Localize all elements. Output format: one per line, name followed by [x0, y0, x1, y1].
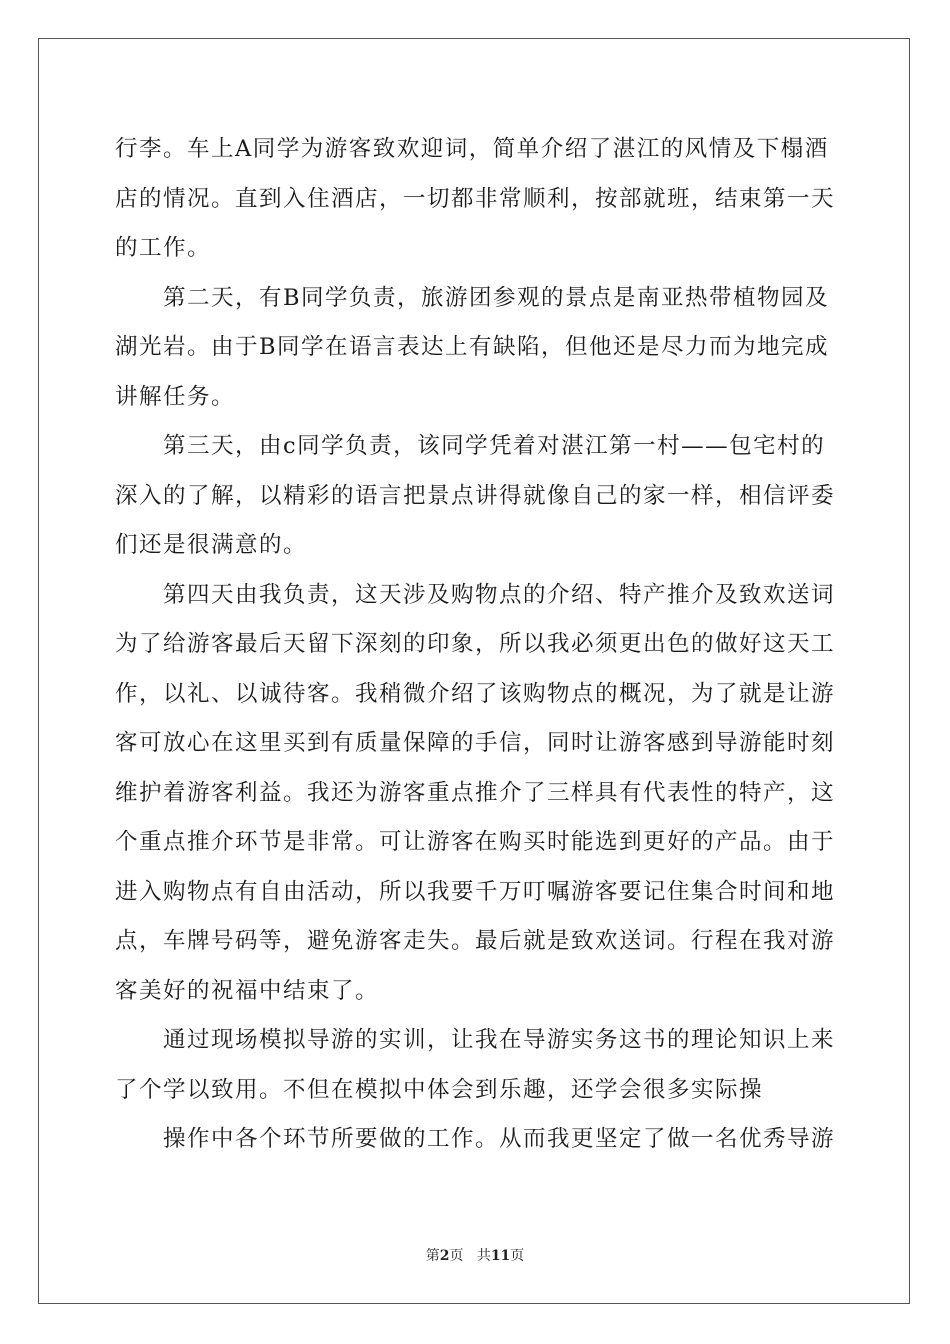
text-line: 行李。车上A同学为游客致欢迎词，简单介绍了湛江的风情及下榻酒	[115, 136, 829, 162]
text-line: 第四天由我负责，这天涉及购物点的介绍、特产推介及致欢送词	[163, 581, 835, 608]
text-line: 通过现场模拟导游的实训，让我在导游实务这书的理论知识上来	[163, 1027, 835, 1053]
footer-total-suffix: 页	[510, 1248, 525, 1264]
text-line: 第二天，有B同学负责，旅游团参观的景点是南亚热带植物园及	[163, 284, 830, 311]
footer-prefix: 第	[425, 1248, 440, 1264]
text-line: 为了给游客最后天留下深刻的印象，所以我必须更出色的做好这天工	[115, 631, 835, 657]
text-line: 客可放心在这里买到有质量保障的手信，同时让游客感到导游能时刻	[115, 730, 835, 756]
text-line: 了个学以致用。不但在模拟中体会到乐趣，还学会很多实际操	[115, 1076, 764, 1103]
text-line: 操作中各个环节所要做的工作。从而我更坚定了做一名优秀导游	[163, 1126, 835, 1152]
text-line: 进入购物点有自由活动，所以我要千万叮嘱游客要记住集合时间和地	[115, 878, 835, 905]
text-line: 湖光岩。由于B同学在语言表达上有缺陷，但他还是尽力而为地完成	[115, 334, 830, 360]
text-line: 个重点推介环节是非常。可让游客在购买时能选到更好的产品。由于	[115, 829, 835, 855]
total-pages: 11	[490, 1248, 511, 1264]
document-body	[115, 125, 835, 1165]
page-footer	[0, 1245, 950, 1265]
text-line: 深入的了解，以精彩的语言把景点讲得就像自己的家一样，相信评委	[115, 482, 835, 509]
text-line: 讲解任务。	[115, 383, 236, 410]
text-line: 点，车牌号码等，避免游客走失。最后就是致欢送词。行程在我对游	[115, 928, 835, 954]
footer-total-prefix: 共	[476, 1248, 491, 1264]
text-line: 维护着游客利益。我还为游客重点推介了三样具有代表性的特产，这	[115, 779, 835, 806]
text-line: 第三天，由c同学负责，该同学凭着对湛江第一村——包宅村的	[163, 433, 826, 459]
page-number: 2	[439, 1248, 450, 1264]
text-line: 作，以礼、以诚待客。我稍微介绍了该购物点的概况，为了就是让游	[115, 680, 835, 707]
text-line: 们还是很满意的。	[115, 532, 308, 558]
text-line: 客美好的祝福中结束了。	[115, 977, 380, 1004]
text-line: 的工作。	[115, 235, 212, 261]
text-line: 店的情况。直到入住酒店，一切都非常顺利，按部就班，结束第一天	[115, 185, 835, 212]
footer-page-suffix: 页	[449, 1248, 464, 1264]
